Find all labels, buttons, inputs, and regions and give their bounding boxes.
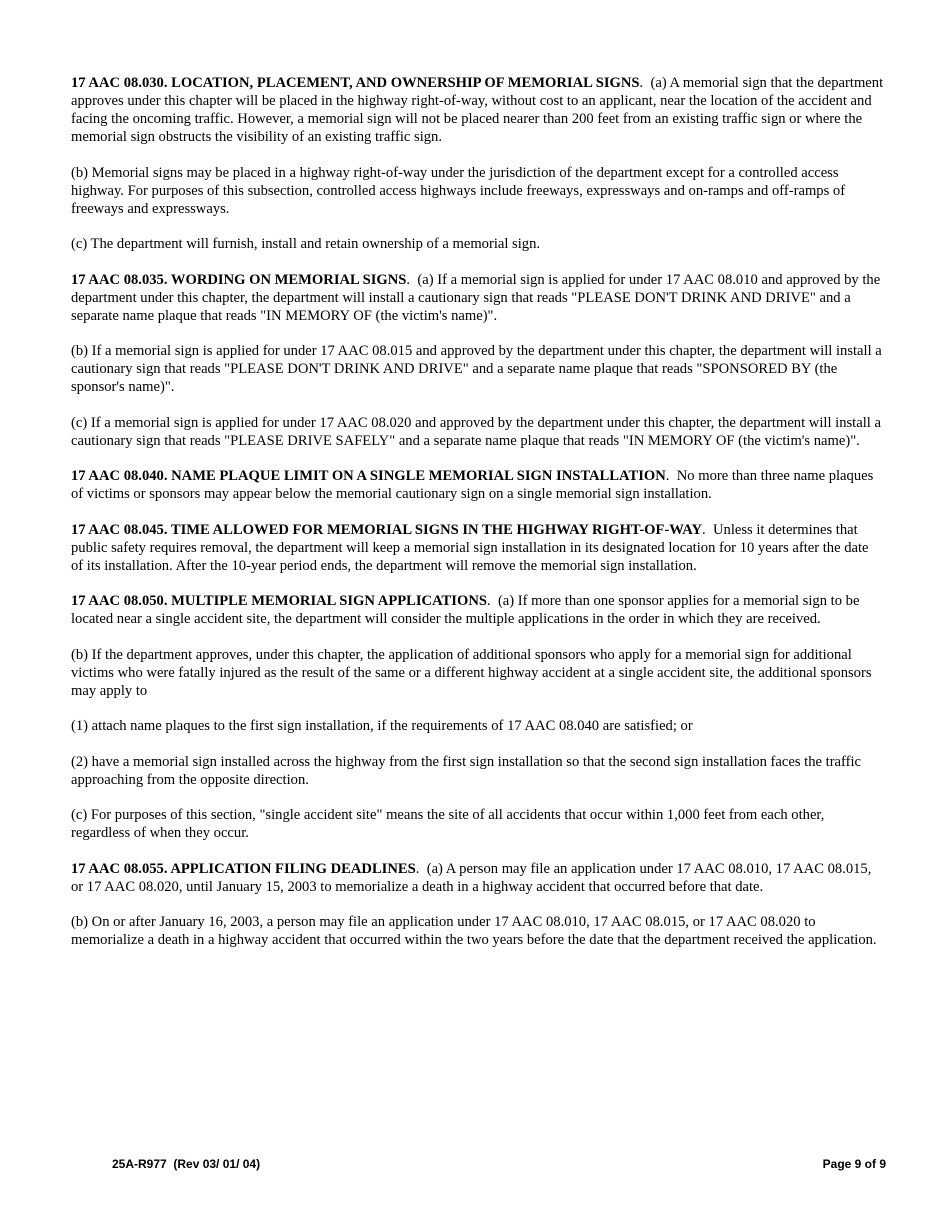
paragraph-text: (c) The department will furnish, install and retain ownership of a memorial sign.: [71, 236, 541, 252]
paragraph: [71, 913, 884, 949]
paragraph-text: (a) A memorial sign that the department approves under this chapter will be placed in the highway right-of-way, without cost to an applicant, near the location of the accident and facing the oncoming traffic. However, a memorial sign will not be placed nearer than 200 feet from an existing traffic sign or where the memorial sign obstructs the visibility of an existing traffic sign.: [71, 75, 884, 145]
paragraph-text: (b) If a memorial sign is applied for under 17 AAC 08.015 and approved by the department under this chapter, the department will install a cautionary sign that reads "PLEASE DON'T DRINK AND DRIVE" and a separate name plaque that reads "SPONSORED BY (the sponsor's name)".: [71, 343, 882, 395]
section-paragraph: 17 AAC 08.040. NAME PLAQUE LIMIT ON A SINGLE MEMORIAL SIGN INSTALLATION. No more than three name plaques of victims or sponsors may appear below the memorial cautionary sign on a single memorial sign installation.: [71, 468, 874, 502]
paragraph: [71, 414, 884, 450]
section-paragraph: 17 AAC 08.030. LOCATION, PLACEMENT, AND OWNERSHIP OF MEMORIAL SIGNS. (a) A memorial sign that the department approves under this chapter will be placed in the highway right-of-way, without cost to an applicant, near the location of the accident and facing the oncoming traffic. However, a memorial sign will not be placed nearer than 200 feet from an existing traffic sign or where the memorial sign obstructs the visibility of an existing traffic sign.: [71, 75, 884, 145]
paragraph-text: (c) If a memorial sign is applied for under 17 AAC 08.020 and approved by the department under this chapter, the department will install a cautionary sign that reads "PLEASE DRIVE SAFELY" and a separate name plaque that reads "IN MEMORY OF (the victim's name)".: [71, 414, 881, 449]
section-heading: 17 AAC 08.035. WORDING ON MEMORIAL SIGNS: [71, 271, 407, 288]
paragraph: [71, 806, 884, 842]
paragraph-text: (1) attach name plaques to the first sign installation, if the requirements of 17 AAC 08.040 are satisfied; or: [71, 718, 693, 734]
paragraph-text: Unless it determines that public safety requires removal, the department will keep a memorial sign installation in its designated location for 10 years after the date of its installation. After the 10-year period ends, the department will remove the memorial sign installation.: [71, 521, 869, 574]
section-paragraph: 17 AAC 08.050. MULTIPLE MEMORIAL SIGN APPLICATIONS. (a) If more than one sponsor applies for a memorial sign to be located near a single accident site, the department will consider the multiple applications in the order in which they are received.: [71, 593, 860, 627]
paragraph-text: (b) If the department approves, under this chapter, the application of additional sponsors who apply for a memorial sign for additional victims who were fatally injured as the result of the same or a different highway accident at a single accident site, the additional sponsors may apply to: [71, 646, 872, 699]
page-number: Page 9 of 9: [822, 1157, 886, 1171]
paragraph: [71, 753, 884, 789]
section-heading: 17 AAC 08.055. APPLICATION FILING DEADLINES: [71, 860, 416, 877]
paragraph: [71, 164, 884, 218]
paragraph-text: (b) On or after January 16, 2003, a person may file an application under 17 AAC 08.010, 17 AAC 08.015, or 17 AAC 08.020 to memorialize a death in a highway accident that occurred within the two years before the date that the department received the application.: [71, 914, 877, 948]
section-paragraph: 17 AAC 08.045. TIME ALLOWED FOR MEMORIAL SIGNS IN THE HIGHWAY RIGHT-OF-WAY. Unless it determines that public safety requires removal, the department will keep a memorial sign installation in its designated location for 10 years after the date of its installation. After the 10-year period ends, the department will remove the memorial sign installation.: [71, 521, 869, 574]
section-heading: 17 AAC 08.050. MULTIPLE MEMORIAL SIGN APPLICATIONS: [71, 593, 487, 609]
paragraph-text: (a) If more than one sponsor applies for a memorial sign to be located near a single accident site, the department will consider the multiple applications in the order in which they are received.: [71, 593, 860, 627]
paragraph: [71, 342, 884, 396]
section-paragraph: 17 AAC 08.055. APPLICATION FILING DEADLINES. (a) A person may file an application under 17 AAC 08.010, 17 AAC 08.015, or 17 AAC 08.020, until January 15, 2003 to memorialize a death in a highway accident that occurred before that date.: [71, 860, 872, 895]
paragraph-text: (c) For purposes of this section, "single accident site" means the site of all accidents that occur within 1,000 feet from each other, regardless of when they occur.: [71, 807, 825, 841]
paragraph-text: (2) have a memorial sign installed across the highway from the first sign installation so that the second sign installation faces the traffic approaching from the opposite direction.: [71, 753, 862, 788]
section-heading: 17 AAC 08.040. NAME PLAQUE LIMIT ON A SINGLE MEMORIAL SIGN INSTALLATION: [71, 468, 666, 484]
paragraph: [71, 646, 884, 700]
paragraph-text: No more than three name plaques of victims or sponsors may appear below the memorial cautionary sign on a single memorial sign installation.: [71, 468, 874, 502]
section-heading: 17 AAC 08.045. TIME ALLOWED FOR MEMORIAL SIGNS IN THE HIGHWAY RIGHT-OF-WAY: [71, 521, 703, 538]
page-footer: [112, 1157, 886, 1171]
paragraph: [71, 717, 884, 735]
paragraph-text: (a) A person may file an application under 17 AAC 08.010, 17 AAC 08.015, or 17 AAC 08.020, until January 15, 2003 to memorialize a death in a highway accident that occurred before that date.: [71, 860, 872, 895]
document-body: [71, 74, 884, 967]
paragraph-text: (a) If a memorial sign is applied for under 17 AAC 08.010 and approved by the department under this chapter, the department will install a cautionary sign that reads "PLEASE DON'T DRINK AND DRIVE" and a separate name plaque that reads "IN MEMORY OF (the victim's name)".: [71, 271, 881, 324]
section-paragraph: 17 AAC 08.035. WORDING ON MEMORIAL SIGNS. (a) If a memorial sign is applied for under 17 AAC 08.010 and approved by the department under this chapter, the department will install a cautionary sign that reads "PLEASE DON'T DRINK AND DRIVE" and a separate name plaque that reads "IN MEMORY OF (the victim's name)".: [71, 271, 881, 324]
section-heading: 17 AAC 08.030. LOCATION, PLACEMENT, AND OWNERSHIP OF MEMORIAL SIGNS: [71, 75, 640, 91]
paragraph-text: (b) Memorial signs may be placed in a highway right-of-way under the jurisdiction of the department except for a controlled access highway. For purposes of this subsection, controlled access highways include freeways, expressways and on-ramps and off-ramps of freeways and expressways.: [71, 164, 846, 217]
paragraph: [71, 235, 884, 253]
form-id: 25A-R977 (Rev 03/ 01/ 04): [112, 1157, 261, 1171]
